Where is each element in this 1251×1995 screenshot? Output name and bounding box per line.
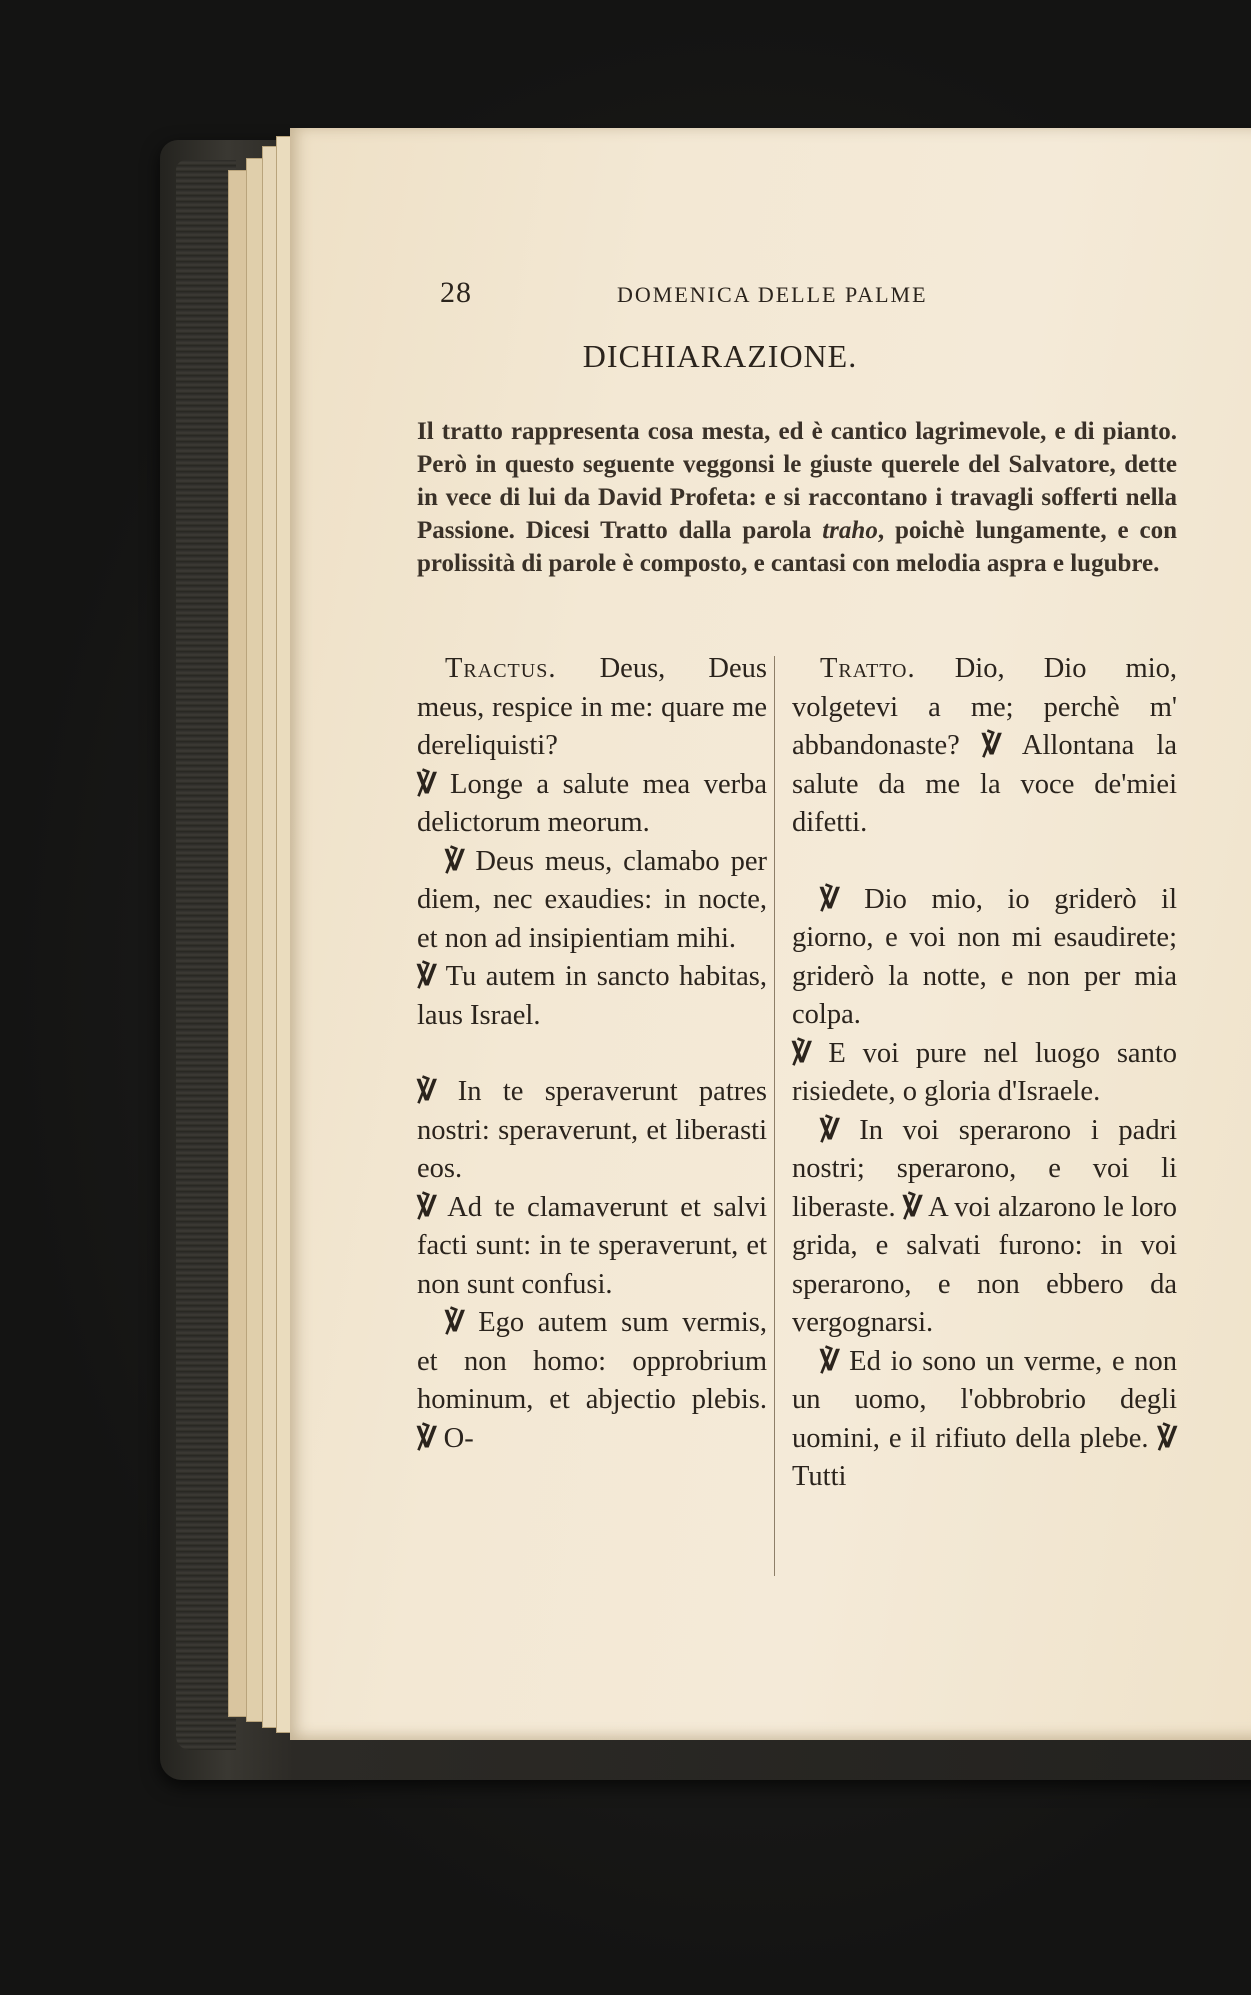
italian-paragraph: [792, 1112, 1177, 1343]
italian-paragraph: [792, 1035, 1177, 1112]
tratto-heading: Tratto.: [820, 653, 916, 684]
book-page: [290, 128, 1251, 1740]
versicle-mark: ℣: [417, 1191, 437, 1223]
latin-text: Longe a salute mea verba delictorum meorum.: [417, 768, 767, 838]
versicle-mark: ℣: [417, 1076, 437, 1107]
italian-column: [792, 650, 1177, 1497]
latin-paragraph: [417, 766, 767, 843]
latin-paragraph: [417, 843, 767, 959]
italian-text: Dio mio, io griderò il giorno, e voi non mi esaudirete; griderò la notte, e non per mia colpa.: [792, 883, 1177, 1030]
italian-text: In voi sperarono i padri nostri; sperarono, e voi li liberaste.: [792, 1114, 1177, 1223]
intro-text-end: , poichè lungamente, e con prolissità di parole è composto, e cantasi con melodia aspra e lugubre.: [417, 517, 1177, 577]
intro-italic-word: traho: [822, 517, 878, 544]
latin-text: Deus meus, clamabo per diem, nec exaudies: in nocte, et non ad insipientiam mihi.: [417, 845, 767, 954]
versicle-mark: ℣: [417, 961, 437, 992]
versicle-mark: ℣: [792, 1037, 812, 1069]
versicle-mark: ℣: [417, 768, 437, 800]
latin-text: Ad te clamaverunt et salvi facti sunt: in te speraverunt, et non sunt confusi.: [417, 1191, 767, 1300]
latin-paragraph: [417, 958, 767, 1035]
versicle-mark: ℣: [445, 845, 465, 877]
versicle-mark: ℣: [981, 730, 1002, 761]
latin-text: Ego autem sum vermis, et non homo: opprobrium hominum, et abjectio plebis.: [417, 1307, 767, 1415]
italian-text: E voi pure nel luogo santo risiedete, o gloria d'Israele.: [792, 1037, 1177, 1107]
versicle-mark: ℣: [820, 1345, 840, 1377]
latin-text: In te speraverunt patres nostri: speraverunt, et liberasti eos.: [417, 1076, 767, 1184]
versicle-mark: ℣: [1157, 1422, 1177, 1454]
paragraph-gap: [792, 843, 1177, 881]
latin-paragraph: [417, 1073, 767, 1189]
latin-paragraph: [417, 650, 767, 766]
running-title: DOMENICA DELLE PALME: [617, 282, 928, 307]
italian-text: Allontana la salute da me la voce de'miei difetti.: [792, 730, 1178, 838]
latin-text: Tu autem in sancto habitas, laus Israel.: [417, 961, 767, 1031]
italian-paragraph: [792, 1343, 1177, 1497]
italian-paragraph: [792, 650, 1177, 843]
latin-column: [417, 650, 767, 1458]
latin-paragraph: [417, 1189, 767, 1305]
versicle-mark: ℣: [902, 1191, 923, 1223]
versicle-mark: ℣: [820, 883, 840, 915]
italian-paragraph: [792, 881, 1177, 1035]
section-title: DICHIARAZIONE.: [582, 338, 858, 374]
italian-text: Dio, Dio mio, volgetevi a me; perchè m' abbandonaste?: [792, 653, 1177, 761]
book-spine-edge: [176, 160, 236, 1750]
latin-text: O-: [436, 1422, 474, 1454]
latin-text: Deus, Deus meus, respice in me: quare me dereliquisti?: [417, 653, 767, 761]
latin-paragraph: [417, 1304, 767, 1458]
versicle-mark: ℣: [820, 1114, 840, 1146]
versicle-mark: ℣: [445, 1307, 465, 1338]
intro-paragraph: [417, 415, 1177, 580]
versicle-mark: ℣: [417, 1422, 437, 1454]
page-number: 28: [440, 276, 472, 309]
italian-text: Tutti: [792, 1461, 847, 1492]
italian-text: A voi alzarono le loro grida, e salvati furono: in voi sperarono, e non ebbero da vergognarsi.: [792, 1191, 1177, 1338]
intro-text: Il tratto rappresenta cosa mesta, ed è cantico lagrimevole, e di pianto. Però in questo seguente veggonsi le giuste querele del Salvatore, dette in vece di lui da David Profeta: e si raccontano i travagli sofferti nella Passione. Dicesi Tratto dalla parola: [417, 418, 1177, 544]
paragraph-gap: [417, 1035, 767, 1073]
running-header: [290, 276, 1251, 312]
tractus-heading: Tractus.: [445, 653, 557, 684]
italian-text: Ed io sono un verme, e non un uomo, l'obbrobrio degli uomini, e il rifiuto della plebe.: [792, 1345, 1177, 1454]
column-divider: [774, 656, 775, 1576]
